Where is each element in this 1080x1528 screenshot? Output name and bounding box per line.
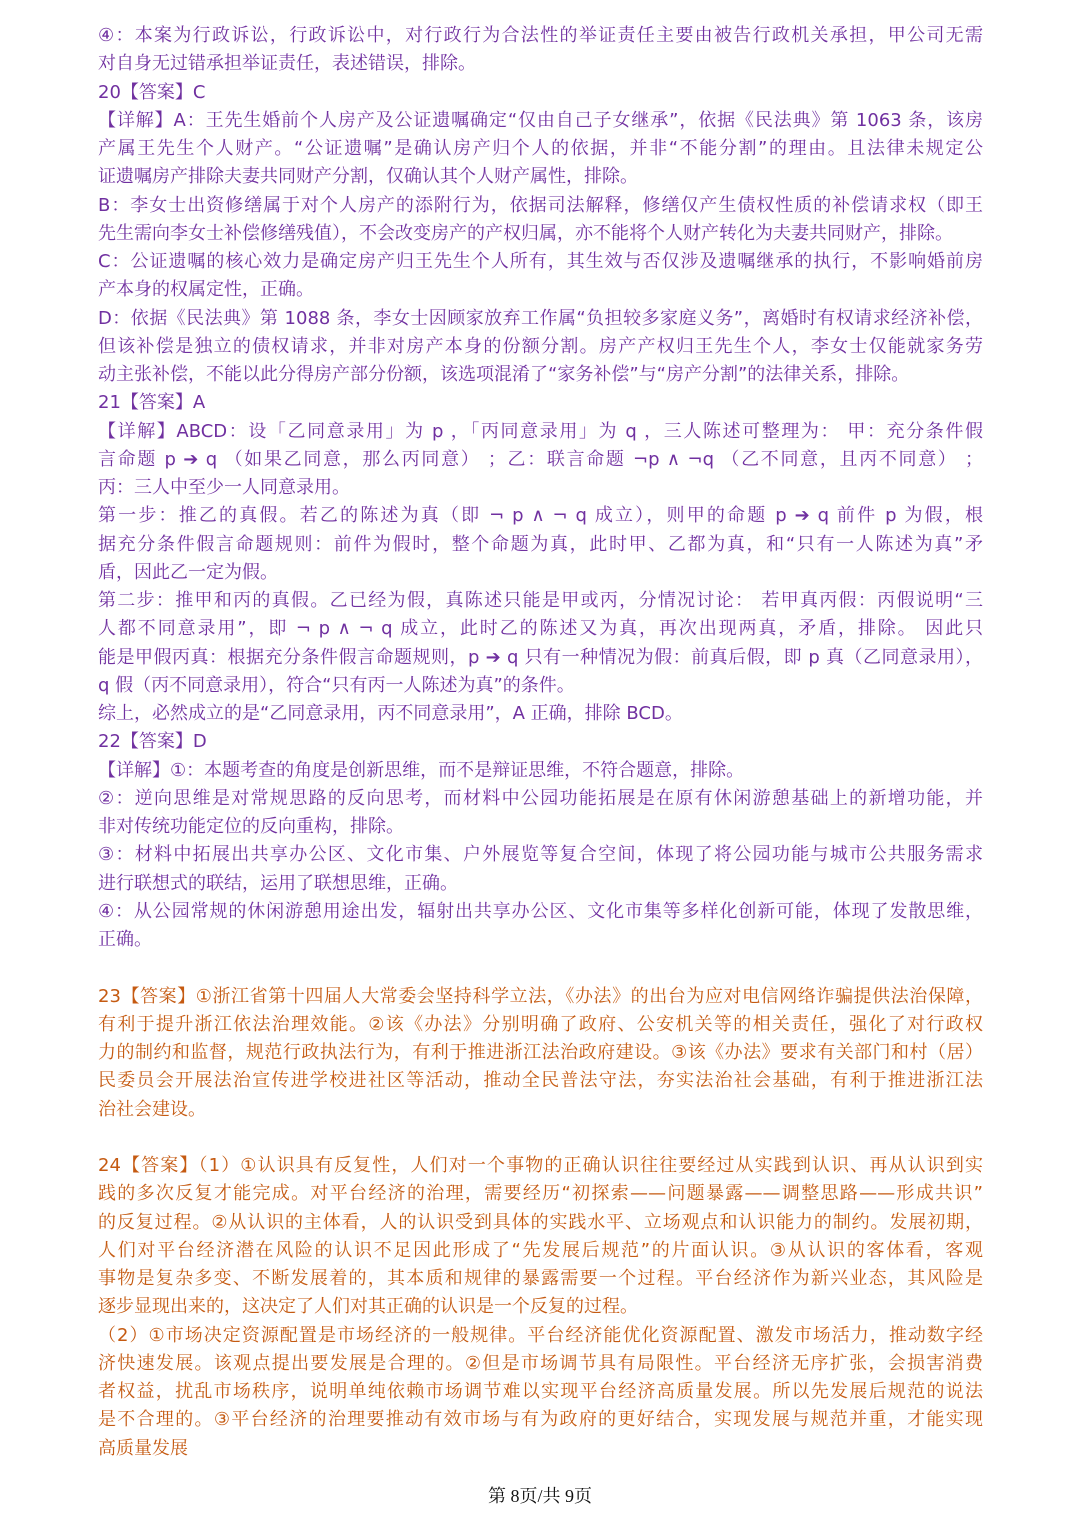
text-line: 事物是复杂多变、不断发展着的，其本质和规律的暴露需要一个过程。平台经济作为新兴业态，其风险是	[98, 1268, 983, 1289]
text-line: 进行联想式的联结，运用了联想思维，正确。	[98, 872, 458, 894]
paragraph	[98, 79, 983, 107]
blank-line	[98, 954, 983, 982]
text-line: 【详解】①：本题考查的角度是创新思维，而不是辩证思维，不符合题意，排除。	[98, 759, 745, 781]
text-line: 23【答案】①浙江省第十四届人大常委会坚持科学立法，《办法》的出台为应对电信网络诈骗提供法治保障，	[98, 985, 983, 1007]
page-number: 第 8页/共 9页	[487, 1486, 592, 1506]
text-line: ③：材料中拓展出共享办公区、文化市集、户外展览等复合空间，体现了将公园功能与城市公共服务需求	[98, 844, 983, 866]
text-line: 治社会建设。	[98, 1098, 206, 1120]
text-line: 力的制约和监督，规范行政执法行为，有利于推进浙江法治政府建设。③该《办法》要求有关部门和村（居）	[98, 1042, 983, 1063]
text-line: 证遗嘱房产排除夫妻共同财产分割，仅确认其个人财产属性，排除。	[98, 166, 638, 188]
paragraph	[98, 841, 983, 898]
paragraph	[98, 248, 983, 305]
paragraph	[98, 502, 983, 587]
text-line: q 假（丙不同意录用），符合“只有丙一人陈述为真”的条件。	[98, 674, 575, 696]
text-line: 24【答案】（1）①认识具有反复性，人们对一个事物的正确认识往往要经过从实践到认识、再从认识到实	[98, 1155, 983, 1176]
paragraph	[98, 898, 983, 955]
text-line: 济快速发展。该观点提出要发展是合理的。②但是市场调节具有局限性。平台经济无序扩张，会损害消费	[98, 1352, 983, 1374]
paragraph	[98, 1322, 983, 1463]
text-line: 【详解】ABCD：设「乙同意录用」为 p ，「丙同意录用」为 q ，三人陈述可整理为： 甲：充分条件假	[98, 420, 983, 442]
text-line: 正确。	[98, 929, 152, 950]
text-line: 对自身无过错承担举证责任，表述错误，排除。	[98, 53, 476, 75]
text-line: ④：本案为行政诉讼，行政诉讼中，对行政行为合法性的举证责任主要由被告行政机关承担，甲公司无需	[98, 25, 983, 46]
text-line: C：公证遗嘱的核心效力是确定房产归王先生个人所有，其生效与否仅涉及遗嘱继承的执行，不影响婚前房	[98, 251, 983, 272]
text-line: 民委员会开展法治宣传进学校进社区等活动，推动全民普法守法，夯实法治社会基础，有利于推进浙江法	[98, 1070, 983, 1092]
text-line: 20【答案】C	[98, 81, 206, 103]
text-line: 但该补偿是独立的债权请求，并非对房产本身的份额分割。房产产权归王先生个人，李女士仅能就家务劳	[98, 335, 983, 357]
text-line: （2）①市场决定资源配置是市场经济的一般规律。平台经济能优化资源配置、激发市场活力，推动数字经	[98, 1324, 983, 1346]
document-body	[98, 22, 983, 1463]
blank-line	[98, 1124, 983, 1152]
text-line: 非对传统功能定位的反向重构，排除。	[98, 816, 404, 837]
text-line: 的反复过程。②从认识的主体看，人的认识受到具体的实践水平、立场观点和认识能力的制约。发展初期，	[98, 1211, 983, 1233]
paragraph	[98, 983, 983, 1124]
paragraph	[98, 418, 983, 503]
text-line: 综上，必然成立的是“乙同意录用，丙不同意录用”，A 正确，排除 BCD。	[98, 703, 683, 724]
text-line: 是不合理的。③平台经济的治理要推动有效市场与有为政府的更好结合，实现发展与规范并重，才能实现	[98, 1409, 983, 1431]
text-line: 据充分条件假言命题规则：前件为假时，整个命题为真，此时甲、乙都为真，和“只有一人陈述为真”矛	[98, 533, 983, 555]
text-line: 能是甲假丙真：根据充分条件假言命题规则，p ➔ q 只有一种情况为假：前真后假，即 p 真（乙同意录用），	[98, 646, 983, 668]
text-line: 动主张补偿，不能以此分得房产部分份额，该选项混淆了“家务补偿”与“房产分割”的法律关系，排除。	[98, 364, 910, 385]
text-line: D：依据《民法典》第 1088 条，李女士因顾家放弃工作属“负担较多家庭义务”，离婚时有权请求经济补偿，	[98, 307, 983, 329]
text-line: 先生需向李女士补偿修缮残值），不会改变房产的产权归属，亦不能将个人财产转化为夫妻共同财产，排除。	[98, 222, 953, 244]
text-line: ②：逆向思维是对常规思路的反向思考，而材料中公园功能拓展是在原有休闲游憩基础上的新增功能，并	[98, 787, 983, 809]
text-line: 高质量发展	[98, 1437, 188, 1459]
text-line: 逐步显现出来的，这决定了人们对其正确的认识是一个反复的过程。	[98, 1296, 638, 1318]
text-line: 第一步：推乙的真假。若乙的陈述为真（即 ¬ p ∧ ¬ q 成立），则甲的命题 p ➔ q 前件 p 为假，根	[98, 505, 983, 527]
text-line: 22【答案】D	[98, 731, 207, 753]
text-line: 人们对平台经济潜在风险的认识不足因此形成了“先发展后规范”的片面认识。③从认识的客体看，客观	[98, 1239, 983, 1261]
text-line: 盾，因此乙一定为假。	[98, 561, 278, 583]
text-line: ④：从公园常规的休闲游憩用途出发，辐射出共享办公区、文化市集等多样化创新可能，体现了发散思维，	[98, 900, 983, 922]
paragraph	[98, 389, 983, 417]
text-line: 人都不同意录用”，即 ¬ p ∧ ¬ q 成立，此时乙的陈述又为真，再次出现两真，矛盾，排除。 因此只	[98, 618, 983, 640]
text-line: 21【答案】A	[98, 392, 206, 414]
text-line: 言命题 p ➔ q （如果乙同意，那么丙同意） ；乙：联言命题 ¬p ∧ ¬q （乙不同意，且丙不同意） ；	[98, 448, 983, 470]
paragraph	[98, 305, 983, 390]
paragraph	[98, 587, 983, 700]
text-line: 有利于提升浙江依法治理效能。②该《办法》分别明确了政府、公安机关等的相关责任，强化了对行政权	[98, 1013, 983, 1035]
paragraph	[98, 1152, 983, 1322]
text-line: 者权益，扰乱市场秩序，说明单纯依赖市场调节难以实现平台经济高质量发展。所以先发展后规范的说法	[98, 1381, 983, 1402]
text-line: 产属王先生个人财产。“公证遗嘱”是确认房产归个人的依据，并非“不能分割”的理由。且法律未规定公	[98, 138, 983, 159]
paragraph	[98, 700, 983, 728]
text-line: 产本身的权属定性，正确。	[98, 279, 314, 301]
text-line: B：李女士出资修缮属于对个人房产的添附行为，依据司法解释，修缮仅产生债权性质的补偿请求权（即王	[98, 194, 983, 216]
paragraph	[98, 22, 983, 79]
paragraph	[98, 728, 983, 756]
paragraph	[98, 192, 983, 249]
text-line: 践的多次反复才能完成。对平台经济的治理，需要经历“初探索——问题暴露——调整思路——形成共识”	[98, 1183, 983, 1205]
text-line: 丙：三人中至少一人同意录用。	[98, 477, 350, 498]
paragraph	[98, 785, 983, 842]
paragraph	[98, 757, 983, 785]
text-line: 第二步：推甲和丙的真假。乙已经为假，真陈述只能是甲或丙，分情况讨论： 若甲真丙假：丙假说明“三	[98, 590, 983, 611]
paragraph	[98, 107, 983, 192]
text-line: 【详解】A：王先生婚前个人房产及公证遗嘱确定“仅由自己子女继承”，依据《民法典》第 1063 条，该房	[98, 109, 983, 131]
